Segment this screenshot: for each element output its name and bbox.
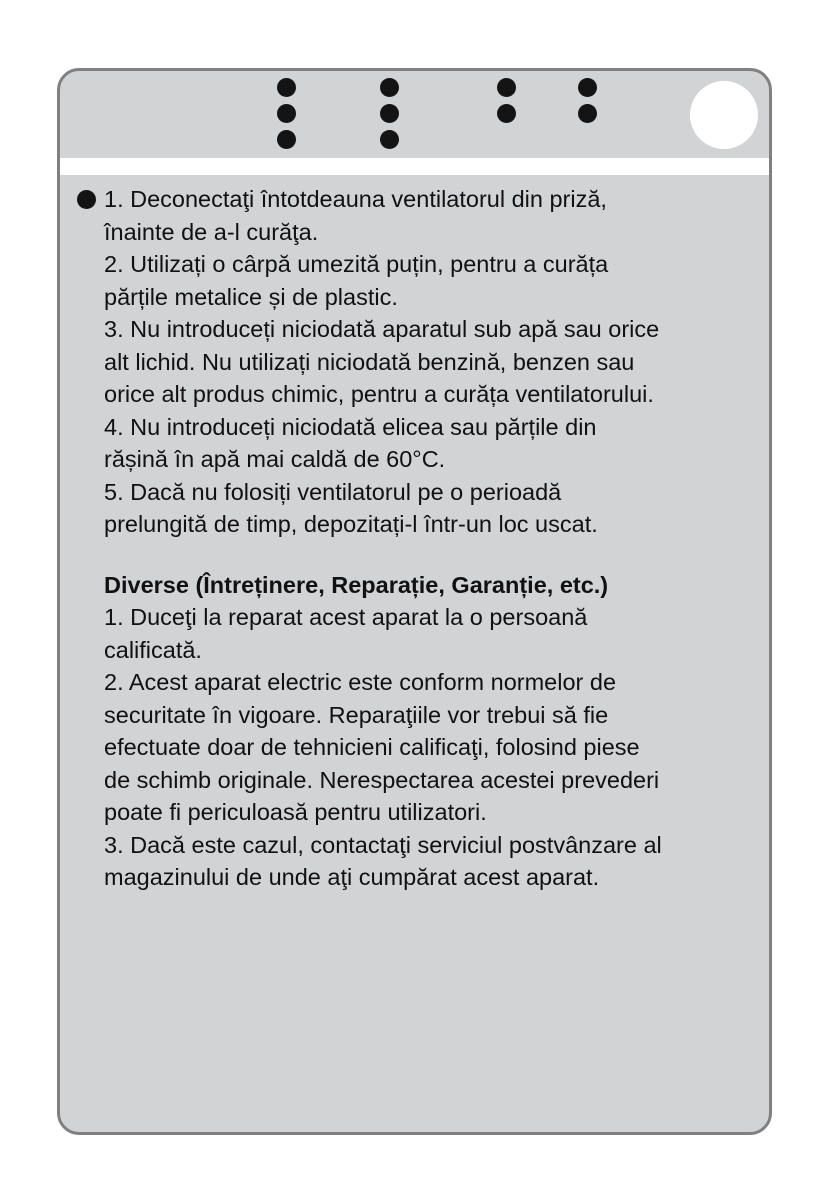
cleaning-instruction-line: 4. Nu introduceți niciodată elicea sau părțile din — [104, 413, 597, 440]
cleaning-instruction-line: părțile metalice și de plastic. — [104, 283, 398, 310]
cleaning-instruction-line: rășină în apă mai caldă de 60°C. — [104, 446, 446, 472]
cleaning-instruction-line: 5. Dacă nu folosiți ventilatorul pe o perioadă — [104, 478, 562, 505]
misc-instruction-line: magazinului de unde aţi cumpărat acest aparat. — [104, 864, 600, 890]
bullet-dot-icon — [77, 190, 96, 209]
braille-dot — [380, 78, 399, 97]
divider-strip — [60, 158, 769, 175]
content-body — [104, 183, 764, 894]
braille-dot — [277, 78, 296, 97]
misc-instruction-line: 3. Dacă este cazul, contactaţi serviciul postvânzare al — [104, 831, 662, 858]
braille-dot — [277, 130, 296, 149]
braille-dot — [380, 104, 399, 123]
misc-instruction-line: de schimb originale. Nerespectarea acestei prevederi — [104, 766, 660, 793]
section-heading: Diverse (Întreținere, Reparație, Garanție, etc.) — [104, 571, 609, 598]
braille-dot — [277, 104, 296, 123]
misc-instruction-line: 2. Acest aparat electric este conform normelor de — [104, 669, 617, 695]
misc-instruction-line: securitate în vigoare. Reparaţiile vor trebui să fie — [104, 701, 609, 728]
misc-instruction-line: efectuate doar de tehnicieni calificaţi, folosind piese — [104, 734, 640, 760]
braille-dot — [380, 130, 399, 149]
misc-instruction-line: calificată. — [104, 636, 202, 663]
braille-dot — [497, 78, 516, 97]
misc-instruction-line: 1. Duceţi la reparat acest aparat la o persoană — [104, 604, 588, 630]
misc-instruction-line: poate fi periculoasă pentru utilizatori. — [104, 799, 487, 825]
instruction-card — [57, 68, 772, 1135]
cleaning-instruction-line: 1. Deconectaţi întotdeauna ventilatorul din priză, — [104, 186, 607, 212]
braille-dot — [578, 104, 597, 123]
braille-dot — [578, 78, 597, 97]
corner-circle — [690, 81, 758, 149]
header-band — [60, 71, 769, 158]
cleaning-instruction-line: înainte de a-l curăţa. — [104, 218, 319, 245]
cleaning-instruction-line: alt lichid. Nu utilizați niciodată benzină, benzen sau — [104, 348, 635, 375]
section-gap — [104, 541, 764, 569]
cleaning-instruction-line: 3. Nu introduceți niciodată aparatul sub apă sau orice — [104, 316, 660, 342]
cleaning-instruction-line: orice alt produs chimic, pentru a curăța ventilatorului. — [104, 381, 654, 407]
cleaning-instruction-line: prelungită de timp, depozitați-l într-un loc uscat. — [104, 511, 598, 537]
cleaning-instruction-line: 2. Utilizați o cârpă umezită puțin, pentru a curăța — [104, 251, 609, 277]
braille-dot — [497, 104, 516, 123]
